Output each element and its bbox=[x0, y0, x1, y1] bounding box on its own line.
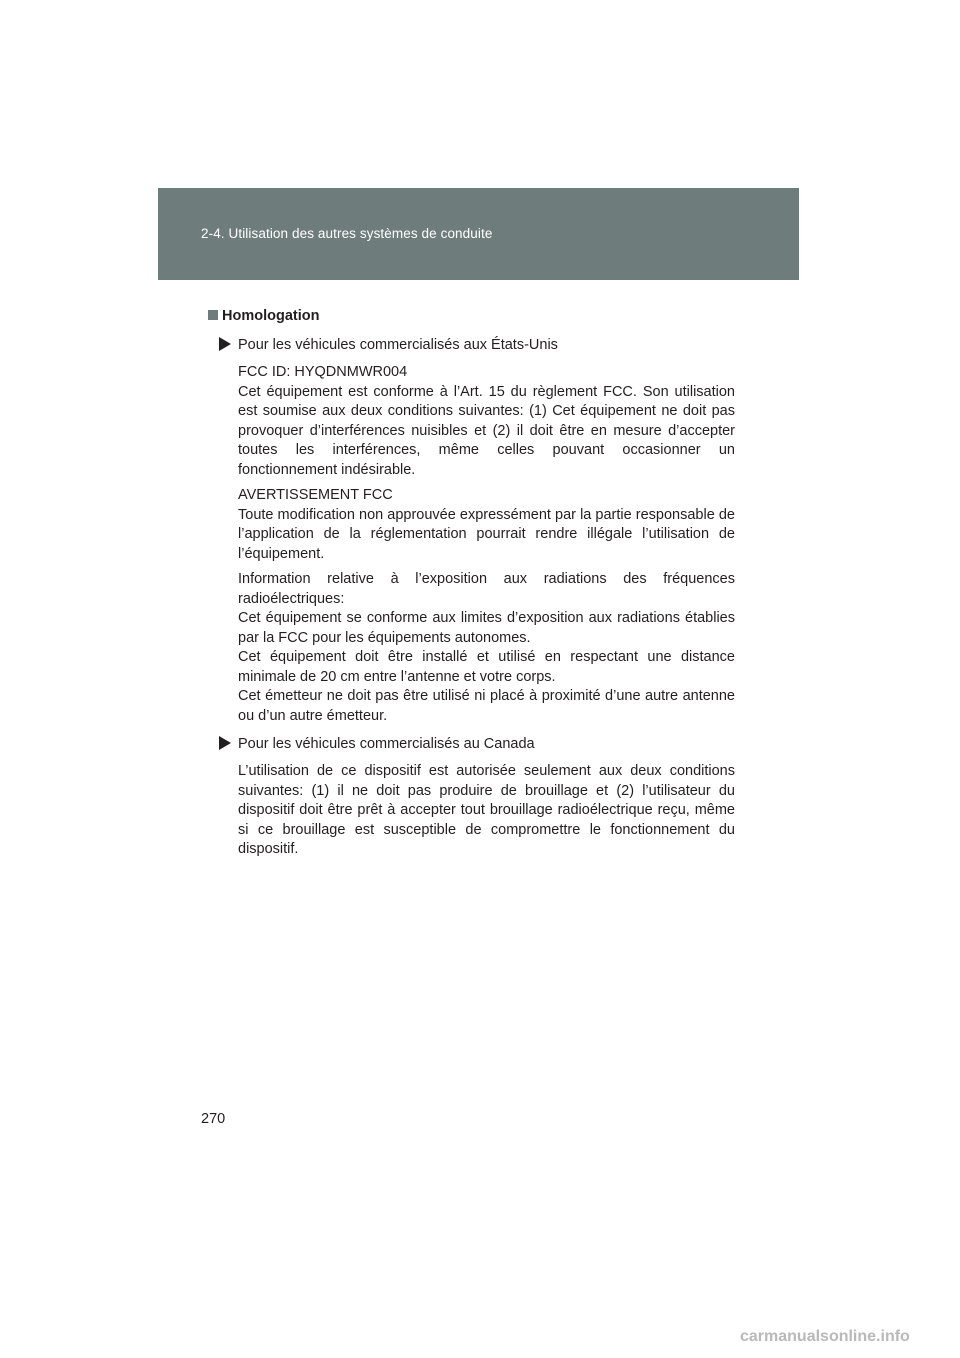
canada-block bbox=[238, 762, 735, 860]
rf-line-2: Cet équipement doit être installé et utilisé en respectant une distance minimale de 20 cm entre l’antenne et votre corps. bbox=[238, 649, 735, 685]
fcc-warning-block bbox=[238, 486, 735, 564]
square-bullet-icon bbox=[208, 310, 218, 320]
section-heading bbox=[208, 308, 319, 324]
us-paragraph-1: Cet équipement est conforme à l’Art. 15 du règlement FCC. Son utilisation est soumise aux deux conditions suivantes: (1) Cet équipement ne doit pas provoquer d’interférences nuisibles et (2) il doit être en mesure d’accepter toutes les interférences, même celles pouvant occasionner un fonctionnement indésirable. bbox=[238, 383, 735, 478]
us-heading-text: Pour les véhicules commercialisés aux États-Unis bbox=[238, 337, 558, 353]
us-paragraph-2: Toute modification non approuvée expressément par la partie responsable de l’application de la réglementation pourrait rendre illégale l’utilisation de l’équipement. bbox=[238, 506, 735, 562]
fcc-id: FCC ID: HYQDNMWR004 bbox=[238, 364, 408, 380]
rf-exposure-block bbox=[238, 570, 735, 726]
rf-title: Information relative à l’exposition aux radiations des fréquences radioélectriques: bbox=[238, 571, 735, 607]
triangle-bullet-icon bbox=[219, 736, 231, 750]
watermark: carmanualsonline.info bbox=[740, 1328, 910, 1345]
us-fcc-block bbox=[238, 363, 735, 480]
canada-heading bbox=[219, 736, 535, 752]
fcc-warning-title: AVERTISSEMENT FCC bbox=[238, 487, 393, 503]
us-heading bbox=[219, 337, 558, 353]
chapter-title: 2-4. Utilisation des autres systèmes de conduite bbox=[201, 226, 493, 241]
rf-line-1: Cet équipement se conforme aux limites d’exposition aux radiations établies par la FCC pour les équipements autonomes. bbox=[238, 610, 735, 646]
rf-line-3: Cet émetteur ne doit pas être utilisé ni placé à proximité d’une autre antenne ou d’un autre émetteur. bbox=[238, 688, 735, 724]
canada-paragraph: L’utilisation de ce dispositif est autorisée seulement aux deux conditions suivantes: (1) il ne doit pas produire de brouillage et (2) l’utilisateur du dispositif doit être prêt à accepter tout brouillage radioélectrique reçu, même si ce brouillage est susceptible de compromettre le fonctionnement du dispositif. bbox=[238, 763, 735, 857]
triangle-bullet-icon bbox=[219, 337, 231, 351]
canada-heading-text: Pour les véhicules commercialisés au Canada bbox=[238, 736, 535, 752]
section-title: Homologation bbox=[222, 308, 320, 324]
page-number: 270 bbox=[201, 1111, 226, 1127]
